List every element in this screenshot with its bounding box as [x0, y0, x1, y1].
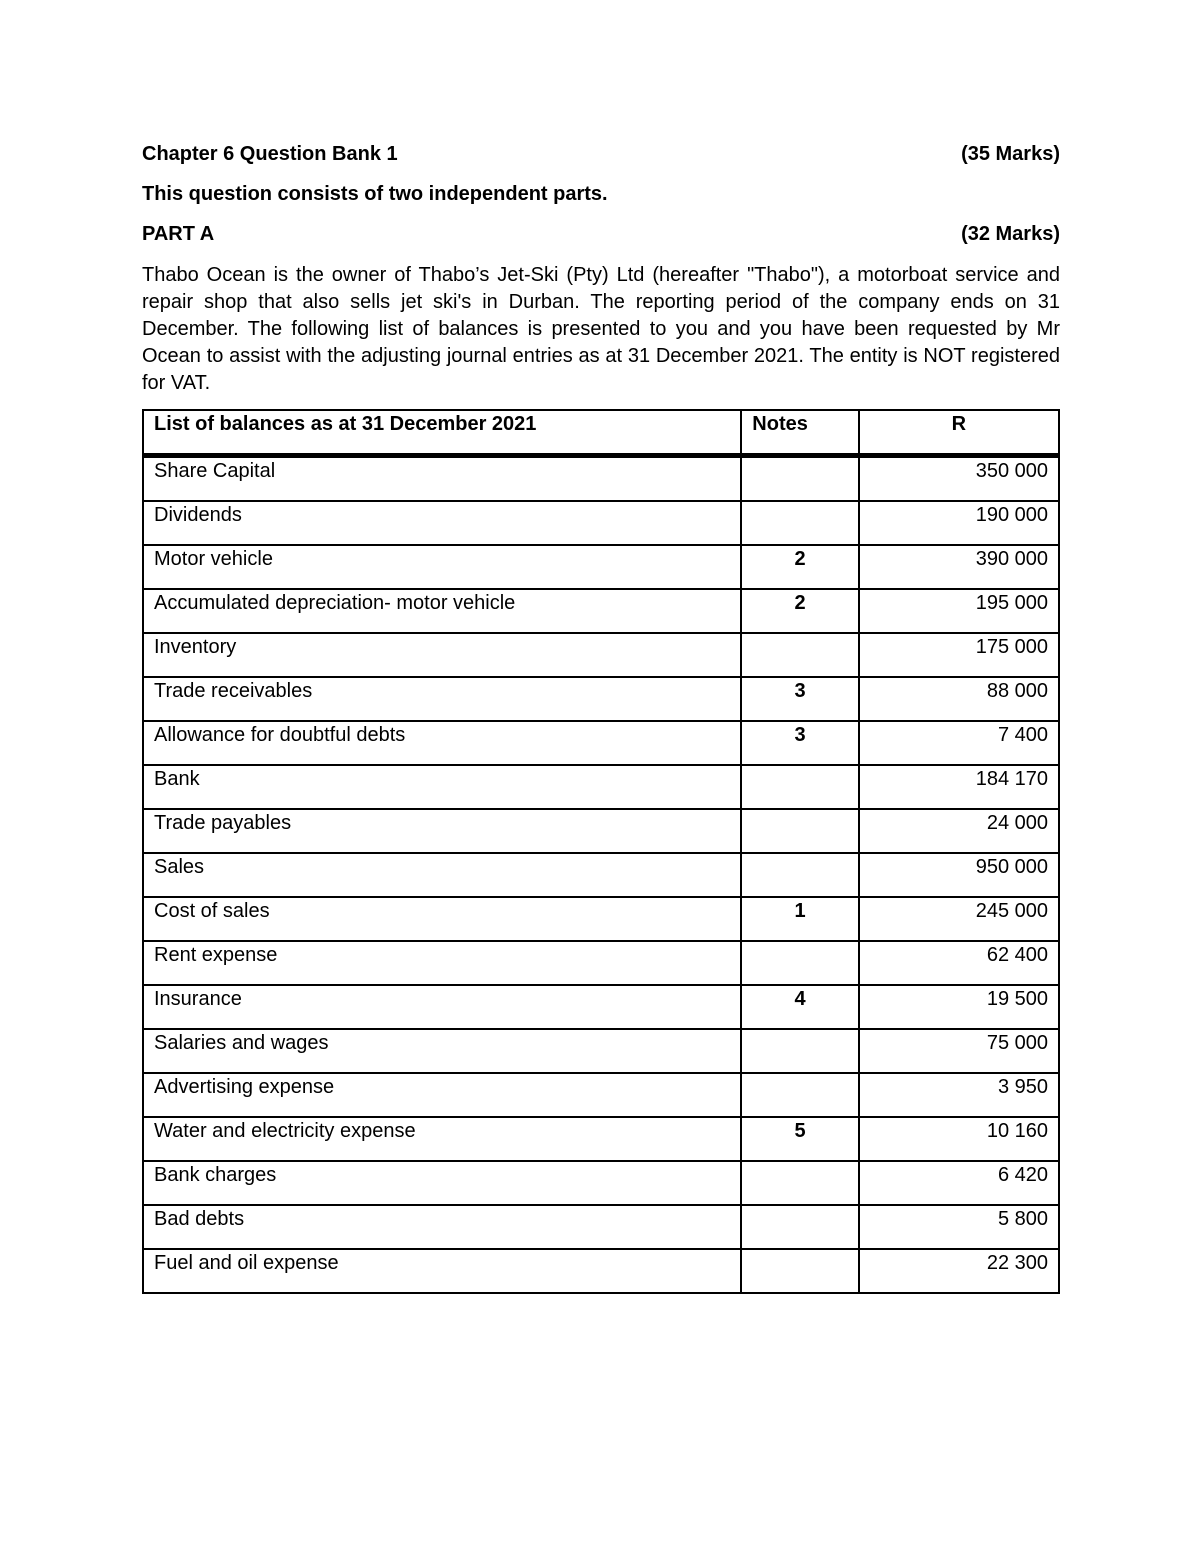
row-notes — [741, 501, 859, 545]
row-description: Share Capital — [143, 456, 741, 502]
row-notes — [741, 1073, 859, 1117]
table-row — [143, 677, 1059, 721]
row-description: Allowance for doubtful debts — [143, 721, 741, 765]
row-description: Accumulated depreciation- motor vehicle — [143, 589, 741, 633]
row-amount: 184 170 — [859, 765, 1059, 809]
row-amount: 75 000 — [859, 1029, 1059, 1073]
row-amount: 195 000 — [859, 589, 1059, 633]
row-description: Fuel and oil expense — [143, 1249, 741, 1293]
row-notes — [741, 765, 859, 809]
row-amount: 950 000 — [859, 853, 1059, 897]
row-description: Motor vehicle — [143, 545, 741, 589]
row-notes: 5 — [741, 1117, 859, 1161]
part-label: PART A — [142, 223, 215, 245]
row-notes: 2 — [741, 589, 859, 633]
row-amount: 62 400 — [859, 941, 1059, 985]
row-notes: 4 — [741, 985, 859, 1029]
row-amount: 7 400 — [859, 721, 1059, 765]
table-row — [143, 545, 1059, 589]
table-row — [143, 589, 1059, 633]
row-description: Sales — [143, 853, 741, 897]
document-page — [142, 140, 1060, 1294]
row-amount: 24 000 — [859, 809, 1059, 853]
row-description: Insurance — [143, 985, 741, 1029]
row-notes: 3 — [741, 721, 859, 765]
row-amount: 10 160 — [859, 1117, 1059, 1161]
row-description: Bank charges — [143, 1161, 741, 1205]
row-description: Advertising expense — [143, 1073, 741, 1117]
row-description: Bad debts — [143, 1205, 741, 1249]
row-amount: 190 000 — [859, 501, 1059, 545]
table-body — [143, 456, 1059, 1294]
table-row — [143, 1249, 1059, 1293]
row-amount: 175 000 — [859, 633, 1059, 677]
table-row — [143, 809, 1059, 853]
balances-table — [142, 409, 1060, 1294]
row-notes — [741, 1205, 859, 1249]
row-description: Cost of sales — [143, 897, 741, 941]
row-description: Salaries and wages — [143, 1029, 741, 1073]
table-row — [143, 853, 1059, 897]
table-row — [143, 941, 1059, 985]
row-description: Water and electricity expense — [143, 1117, 741, 1161]
row-notes — [741, 1029, 859, 1073]
row-notes: 2 — [741, 545, 859, 589]
table-row — [143, 1161, 1059, 1205]
row-amount: 19 500 — [859, 985, 1059, 1029]
row-description: Dividends — [143, 501, 741, 545]
row-notes — [741, 809, 859, 853]
row-amount: 6 420 — [859, 1161, 1059, 1205]
row-amount: 245 000 — [859, 897, 1059, 941]
row-description: Rent expense — [143, 941, 741, 985]
row-notes: 3 — [741, 677, 859, 721]
table-row — [143, 456, 1059, 502]
table-row — [143, 897, 1059, 941]
header-amount: R — [859, 410, 1059, 456]
row-amount: 3 950 — [859, 1073, 1059, 1117]
row-notes — [741, 1161, 859, 1205]
page-title: Chapter 6 Question Bank 1 — [142, 143, 398, 165]
row-notes — [741, 941, 859, 985]
row-amount: 88 000 — [859, 677, 1059, 721]
row-description: Inventory — [143, 633, 741, 677]
table-row — [143, 1073, 1059, 1117]
table-row — [143, 1029, 1059, 1073]
row-description: Bank — [143, 765, 741, 809]
total-marks: (35 Marks) — [961, 143, 1060, 165]
intro-paragraph: Thabo Ocean is the owner of Thabo’s Jet-Ski (Pty) Ltd (hereafter "Thabo"), a motorboat service and repair shop that also sells jet ski's in Durban. The reporting period of the company ends on 31 December. The following list of balances is presented to you and you have been requested by Mr Ocean to assist with the adjusting journal entries as at 31 December 2021. The entity is NOT registered for VAT. — [142, 264, 1060, 394]
row-notes — [741, 633, 859, 677]
row-notes: 1 — [741, 897, 859, 941]
subtitle: This question consists of two independent parts. — [142, 183, 608, 205]
part-marks: (32 Marks) — [961, 223, 1060, 245]
row-amount: 5 800 — [859, 1205, 1059, 1249]
row-description: Trade payables — [143, 809, 741, 853]
table-row — [143, 633, 1059, 677]
part-a-row — [142, 220, 1060, 248]
row-amount: 22 300 — [859, 1249, 1059, 1293]
table-row — [143, 765, 1059, 809]
header-notes: Notes — [741, 410, 859, 456]
table-row — [143, 501, 1059, 545]
row-amount: 350 000 — [859, 456, 1059, 502]
row-notes — [741, 1249, 859, 1293]
row-notes — [741, 853, 859, 897]
title-row — [142, 140, 1060, 168]
header-description: List of balances as at 31 December 2021 — [143, 410, 741, 456]
table-row — [143, 1205, 1059, 1249]
table-row — [143, 1117, 1059, 1161]
row-description: Trade receivables — [143, 677, 741, 721]
row-notes — [741, 456, 859, 502]
row-amount: 390 000 — [859, 545, 1059, 589]
table-header-row — [143, 410, 1059, 456]
table-row — [143, 985, 1059, 1029]
table-row — [143, 721, 1059, 765]
